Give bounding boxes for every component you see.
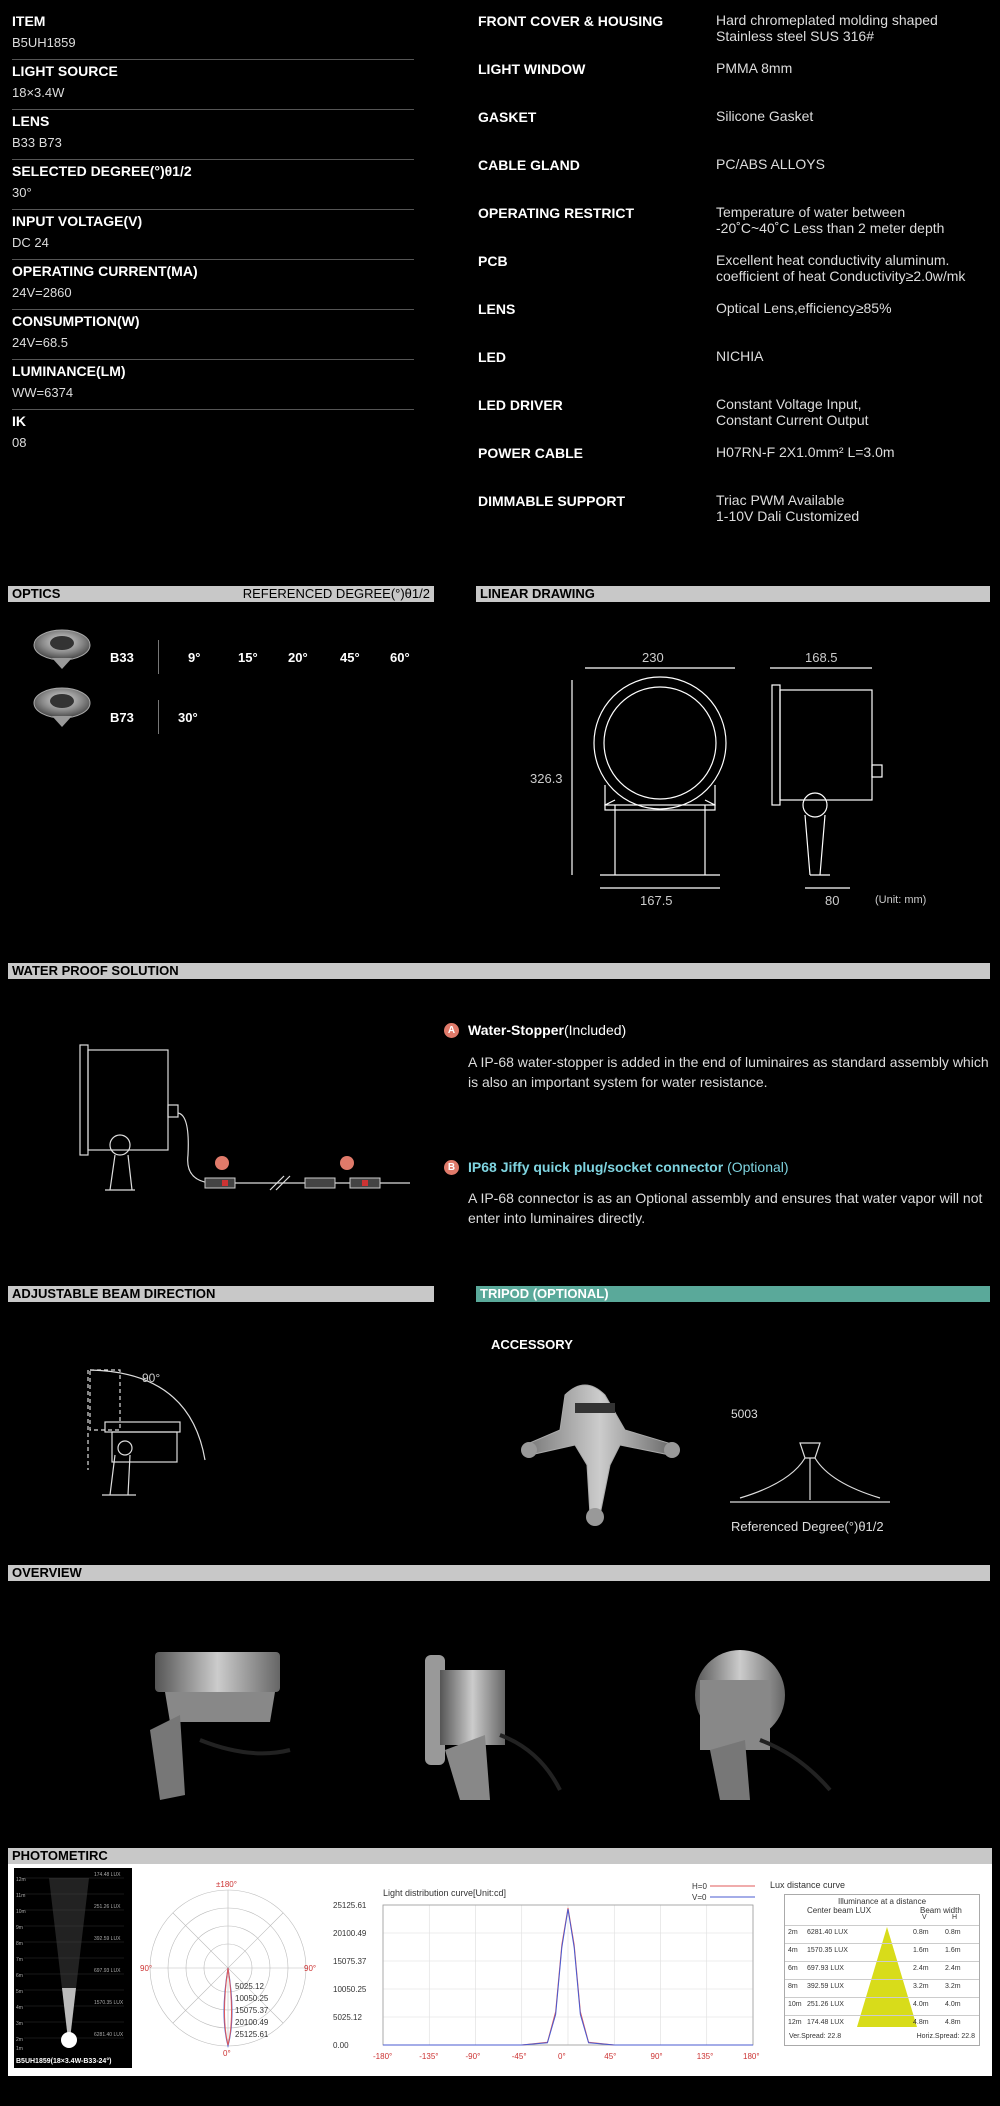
lux-cell-v: 1.6m [913, 1947, 929, 1954]
lux-cell-v: 4.0m [913, 2001, 929, 2008]
spec-label: POWER CABLE [478, 445, 583, 461]
connector-title: IP68 Jiffy quick plug/socket connector [468, 1159, 724, 1175]
isolux-row: 7m [16, 1957, 23, 1963]
spec-right-row [478, 156, 998, 204]
dim-unit: (Unit: mm) [875, 894, 927, 906]
isolux-caption: B5UH1859(18×3.4W-B33-24°) [16, 2058, 112, 2065]
lux-cell-d: 2m [788, 1929, 798, 1936]
spec-label: FRONT COVER & HOUSING [478, 13, 664, 29]
isolux-row: 9m [16, 1925, 23, 1931]
linear-drawing-bar [476, 586, 990, 602]
polar-value: 25125.61 [235, 2030, 269, 2039]
ver-spread: Ver.Spread: 22.8 [789, 2033, 842, 2040]
spec-right-row [478, 60, 998, 108]
spec-label: SELECTED DEGREE(°)θ1/2 [12, 163, 192, 179]
photometric-title: PHOTOMETIRC [12, 1848, 108, 1863]
x-tick-label: -135° [419, 2052, 439, 2061]
linear-drawing [520, 640, 960, 920]
spec-value: Excellent heat conductivity aluminum. coefficient of heat Conductivity≥2.0w/mk [716, 252, 966, 284]
spec-right-row [478, 252, 998, 300]
divider [158, 640, 159, 674]
spec-label: OPERATING RESTRICT [478, 205, 635, 221]
spec-label: PCB [478, 253, 508, 269]
tripod-image [515, 1365, 695, 1535]
spec-row-ik [12, 410, 414, 460]
spec-right-row [478, 444, 998, 492]
lux-row [785, 2015, 979, 2030]
waterproof-title: WATER PROOF SOLUTION [12, 963, 179, 978]
lux-cell-h: 1.6m [945, 1947, 961, 1954]
spec-row-light-source [12, 60, 414, 110]
lux-col-center: Center beam LUX [807, 1906, 872, 1915]
lux-row [785, 1961, 979, 1976]
badge-a-icon [215, 1156, 229, 1170]
product-front-view [150, 1652, 290, 1800]
spec-row-luminance [12, 360, 414, 410]
tripod-caption: Referenced Degree(°)θ1/2 [731, 1519, 884, 1534]
spec-value: DC 24 [12, 235, 49, 250]
overview-title: OVERVIEW [12, 1565, 82, 1580]
lux-row [785, 1979, 979, 1994]
lux-cell-h: 2.4m [945, 1965, 961, 1972]
lux-cell-v: 2.4m [913, 1965, 929, 1972]
degree-value: 45° [340, 650, 360, 665]
spec-right-row [478, 108, 998, 156]
beam-direction-bar [8, 1286, 434, 1302]
spec-label: LIGHT SOURCE [12, 63, 118, 79]
isolux-lux: 392.59 LUX [94, 1936, 121, 1942]
x-tick-label: 90° [650, 2052, 663, 2061]
product-angle-view [695, 1650, 830, 1800]
spec-label: INPUT VOLTAGE(V) [12, 213, 143, 229]
spec-row-selected-degree [12, 160, 414, 210]
lux-col-beam: Beam width [920, 1906, 962, 1915]
spec-value: Temperature of water between -20˚C~40˚C Less than 2 meter depth [716, 204, 945, 236]
optics-title: OPTICS [12, 586, 61, 601]
dim-base-side: 80 [825, 893, 840, 908]
spec-value: 24V=2860 [12, 285, 72, 300]
spec-value: B33 B73 [12, 135, 62, 150]
water-stopper-text: A IP-68 water-stopper is added in the end of luminaires as standard assembly which is also an important system for water resistance. [468, 1054, 989, 1090]
beam-direction-drawing [70, 1360, 230, 1510]
isolux-panel [14, 1868, 132, 2068]
isolux-row: 3m [16, 2021, 23, 2027]
legend-h: H=0 [692, 1882, 707, 1891]
badge-b-icon [340, 1156, 354, 1170]
spec-label: CONSUMPTION(W) [12, 313, 140, 329]
overview-images [140, 1640, 960, 1810]
x-tick-label: 180° [743, 2052, 760, 2061]
lux-cell-lux: 1570.35 LUX [807, 1947, 848, 1954]
x-tick-label: 45° [604, 2052, 617, 2061]
spec-value: NICHIA [716, 348, 764, 364]
isolux-row: 10m [16, 1909, 26, 1915]
isolux-lux: 174.48 LUX [94, 1872, 121, 1878]
lux-row [785, 1997, 979, 2012]
isolux-lux: 6281.40 LUX [94, 2032, 124, 2038]
isolux-row: 11m [16, 1893, 26, 1899]
spec-value: 18×3.4W [12, 85, 65, 100]
spec-row-operating-current [12, 260, 414, 310]
lux-cell-h: 3.2m [945, 1983, 961, 1990]
spec-label: LED [478, 349, 506, 365]
y-tick-label: 10050.25 [333, 1985, 367, 1994]
dim-front-width: 230 [642, 650, 664, 665]
spec-row-consumption [12, 310, 414, 360]
lux-cone [857, 1927, 917, 2027]
beam-angle: 90° [142, 1371, 161, 1385]
water-stopper-title: Water-Stopper [468, 1022, 564, 1038]
lux-cell-lux: 6281.40 LUX [807, 1929, 848, 1936]
spec-row-input-voltage [12, 210, 414, 260]
isolux-row: 1m [16, 2046, 23, 2052]
lux-cell-lux: 697.93 LUX [807, 1965, 844, 1972]
spec-value: Constant Voltage Input, Constant Current Output [716, 396, 869, 428]
curve-title: Light distribution curve[Unit:cd] [383, 1888, 507, 1898]
polar-value: 10050.25 [235, 1994, 269, 2003]
isolux-row: 2m [16, 2037, 23, 2043]
lux-cell-h: 4.8m [945, 2019, 961, 2026]
spec-row-item [12, 10, 414, 60]
lux-table [784, 1894, 980, 2046]
polar-value: 20100.49 [235, 2018, 269, 2027]
lux-cell-v: 0.8m [913, 1929, 929, 1936]
divider [158, 700, 159, 734]
lux-cell-d: 12m [788, 2019, 802, 2026]
spec-right-row [478, 396, 998, 444]
lens-images [30, 625, 100, 735]
polar-top: ±180° [216, 1880, 237, 1889]
lux-cell-lux: 174.48 LUX [807, 2019, 844, 2026]
spec-label: LUMINANCE(LM) [12, 363, 126, 379]
spec-value: Optical Lens,efficiency≥85% [716, 300, 892, 316]
lux-row [785, 1943, 979, 1958]
y-tick-label: 25125.61 [333, 1901, 367, 1910]
isolux-lux: 251.26 LUX [94, 1904, 121, 1910]
light-distribution-chart [325, 1870, 765, 2070]
badge-b: B [444, 1160, 459, 1175]
lux-header: Illuminance at a distance [837, 1897, 927, 1906]
water-stopper-heading [468, 1022, 626, 1038]
spec-label: OPERATING CURRENT(MA) [12, 263, 198, 279]
degree-value: 20° [288, 650, 308, 665]
lux-cell-d: 8m [788, 1983, 798, 1990]
spec-label: LED DRIVER [478, 397, 563, 413]
spec-value: PC/ABS ALLOYS [716, 156, 825, 172]
y-tick-label: 5025.12 [333, 2013, 362, 2022]
x-tick-label: 0° [558, 2052, 566, 2061]
x-tick-label: -180° [373, 2052, 393, 2061]
y-tick-label: 20100.49 [333, 1929, 367, 1938]
spec-label: LENS [478, 301, 516, 317]
water-stopper-suffix: (Included) [563, 1022, 627, 1038]
connector-text: A IP-68 connector is as an Optional assembly and ensures that water vapor will not enter into luminaires directly. [468, 1190, 983, 1226]
spec-value: Triac PWM Available 1-10V Dali Customized [716, 492, 860, 524]
waterproof-bar [8, 963, 990, 979]
lux-panel [770, 1880, 985, 2048]
spec-right-row [478, 492, 998, 540]
spec-right-row [478, 12, 998, 60]
spec-right-row [478, 348, 998, 396]
beam-direction-title: ADJUSTABLE BEAM DIRECTION [12, 1286, 216, 1301]
lux-col-h: H [952, 1914, 958, 1921]
connector-heading [468, 1159, 789, 1175]
tripod-code: 5003 [731, 1407, 758, 1421]
lux-col-v: V [922, 1914, 927, 1921]
waterproof-illustration [70, 1035, 410, 1210]
lux-cell-h: 0.8m [945, 1929, 961, 1936]
photometric-bar [8, 1848, 992, 1864]
lux-cell-lux: 251.26 LUX [807, 2001, 844, 2008]
spec-right-row [478, 204, 998, 252]
spec-value: Silicone Gasket [716, 108, 814, 124]
spec-value: B5UH1859 [12, 35, 76, 50]
legend [692, 1882, 755, 1902]
legend-v: V=0 [692, 1893, 707, 1902]
isolux-chart [14, 1868, 132, 2068]
polar-right: 90° [304, 1964, 317, 1973]
accessory-label: ACCESSORY [491, 1337, 573, 1352]
degree-value: 9° [188, 650, 201, 665]
isolux-row: 8m [16, 1941, 23, 1947]
dim-height: 326.3 [530, 771, 563, 786]
product-side-view [425, 1655, 560, 1800]
connector-a-icon [205, 1178, 235, 1188]
polar-value: 5025.12 [235, 1982, 264, 1991]
isolux-row: 5m [16, 1989, 23, 1995]
optics-bar [8, 586, 434, 602]
y-tick-label: 0.00 [333, 2041, 349, 2050]
spec-label: DIMMABLE SUPPORT [478, 493, 625, 509]
spec-value: H07RN-F 2X1.0mm² L=3.0m [716, 444, 895, 460]
overview-bar [8, 1565, 990, 1581]
optics-subtitle: REFERENCED DEGREE(°)θ1/2 [242, 586, 430, 601]
lux-cell-lux: 392.59 LUX [807, 1983, 844, 1990]
polar-diagram [140, 1876, 320, 2076]
lens-b73-icon [34, 688, 90, 727]
lux-cell-v: 4.8m [913, 2019, 929, 2026]
lux-cell-v: 3.2m [913, 1983, 929, 1990]
spec-right-list [478, 12, 998, 540]
dim-side-width: 168.5 [805, 650, 838, 665]
spec-label: LIGHT WINDOW [478, 61, 586, 77]
y-tick-label: 15075.37 [333, 1957, 367, 1966]
connector-suffix: (Optional) [723, 1159, 789, 1175]
spec-value: 30° [12, 185, 32, 200]
lux-cell-d: 4m [788, 1947, 798, 1954]
lens-name: B33 [110, 650, 134, 665]
degree-value: 60° [390, 650, 410, 665]
spec-value: 08 [12, 435, 27, 450]
polar-value: 15075.37 [235, 2006, 269, 2015]
lux-cell-d: 6m [788, 1965, 798, 1972]
x-tick-label: 135° [696, 2052, 714, 2061]
isolux-row: 12m [16, 1877, 26, 1883]
lens-name: B73 [110, 710, 134, 725]
spec-left-list [12, 10, 414, 460]
lux-title: Lux distance curve [770, 1880, 846, 1890]
dim-base-front: 167.5 [640, 893, 673, 908]
degree-value: 30° [178, 710, 198, 725]
hor-spread: Horiz.Spread: 22.8 [916, 2033, 975, 2040]
polar-left: 90° [140, 1964, 153, 1973]
spec-label: CABLE GLAND [478, 157, 580, 173]
x-tick-label: -90° [465, 2052, 481, 2061]
isolux-row: 4m [16, 2005, 23, 2011]
lens-b33-icon [34, 630, 90, 669]
degree-value: 15° [238, 650, 258, 665]
lux-row [785, 1925, 979, 1940]
x-tick-label: -45° [511, 2052, 527, 2061]
linear-drawing-title: LINEAR DRAWING [480, 586, 595, 601]
polar-bottom: 0° [223, 2049, 231, 2058]
isolux-lux: 1570.35 LUX [94, 2000, 124, 2006]
spec-label: IK [12, 413, 26, 429]
spec-value: 24V=68.5 [12, 335, 69, 350]
badge-a: A [444, 1023, 459, 1038]
isolux-row: 6m [16, 1973, 23, 1979]
spec-row-lens [12, 110, 414, 160]
spec-right-row [478, 300, 998, 348]
spec-value: Hard chromeplated molding shaped Stainless steel SUS 316# [716, 12, 938, 44]
spec-value: PMMA 8mm [716, 60, 793, 76]
spec-label: GASKET [478, 109, 537, 125]
spec-label: LENS [12, 113, 50, 129]
spec-value: WW=6374 [12, 385, 74, 400]
lux-cell-d: 10m [788, 2001, 802, 2008]
tripod-drawing [730, 1438, 890, 1508]
tripod-bar [476, 1286, 990, 1302]
spec-label: ITEM [12, 13, 46, 29]
isolux-lux: 697.93 LUX [94, 1968, 121, 1974]
lux-cell-h: 4.0m [945, 2001, 961, 2008]
tripod-title: TRIPOD (OPTIONAL) [480, 1286, 609, 1301]
